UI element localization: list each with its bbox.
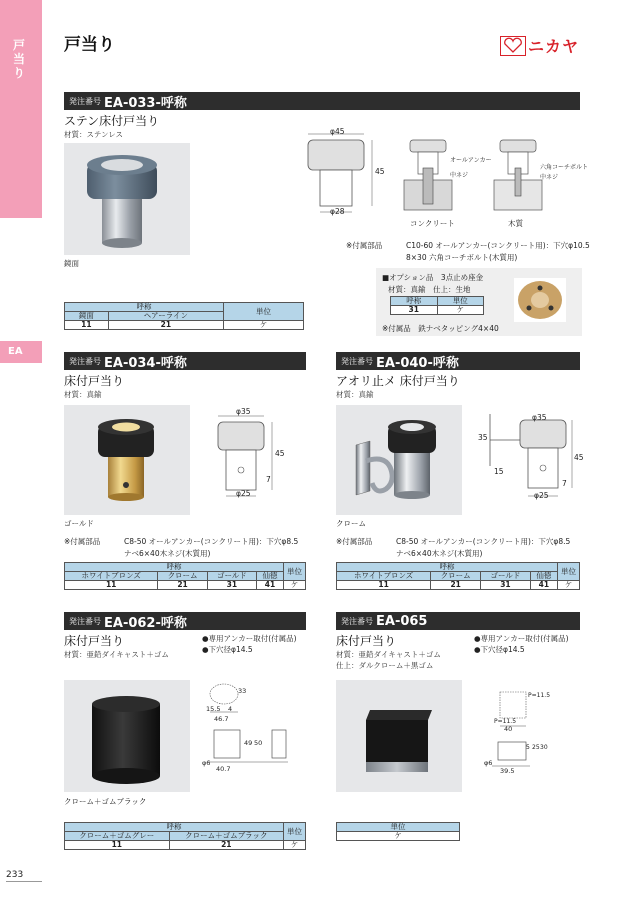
ea034-accessory-label: ※付属部品 [64, 537, 101, 546]
ea065-material-1: 材質：亜鉛ダイキャスト＋ゴム [336, 650, 441, 659]
ea062-header-bar [64, 612, 306, 630]
ea062-code: EA-062-呼称 [104, 615, 187, 631]
ea040-accessory-label: ※付属部品 [336, 537, 373, 546]
ea062-dim-w: 40.7 [216, 765, 231, 773]
ea065-dim-h2: 25 [532, 744, 540, 751]
option-unit: ケ [437, 306, 484, 315]
ea040-col-0: ホワイトブロンズ [337, 572, 431, 581]
ea062-col-1: クローム＋ゴムブラック [169, 832, 283, 841]
ea040-val-1: 21 [431, 581, 481, 590]
order-number-label: 発注番号 [69, 96, 101, 106]
ea033-table [64, 302, 304, 330]
side-category-tab[interactable] [0, 0, 42, 218]
ea040-accessory-2: ナベ6×40木ネジ(木質用) [396, 549, 483, 558]
washer-image [514, 278, 566, 322]
ea033-table-group: 呼称 [65, 303, 224, 312]
ea034-accessory-2: ナベ6×40木ネジ(木質用) [124, 549, 211, 558]
ea034-dim-top: φ35 [236, 407, 251, 416]
page-title: 戸当り [64, 35, 115, 55]
ea034-col-3: 仙徳 [257, 572, 284, 581]
ea040-val-0: 11 [337, 581, 431, 590]
ea065-product-image [336, 680, 462, 792]
ea034-product-image [64, 405, 190, 515]
ea033-header-bar [64, 92, 580, 110]
ea033-accessory-1: C10-60 オールアンカー(コンクリート用)：下穴φ10.5 [406, 241, 590, 250]
ea062-dim-d3: 4 [228, 705, 233, 713]
logo-text: ニカヤ [528, 37, 580, 56]
ea040-header-bar [336, 352, 580, 370]
ea062-product-name: 床付戸当り [64, 634, 125, 648]
ea034-dim-bot: φ25 [236, 489, 251, 498]
ea040-photo [336, 405, 462, 515]
ea034-col-2: ゴールド [207, 572, 256, 581]
ea062-dim-d2: 15.5 [206, 705, 221, 713]
ea062-dim-d4: 46.7 [214, 715, 229, 723]
ea034-table [64, 562, 306, 590]
ea040-val-2: 31 [481, 581, 531, 590]
ea065-dim-p1: P=11.5 [528, 692, 551, 699]
ea062-dim-h2: 50 [254, 739, 263, 747]
ea034-header-bar [64, 352, 306, 370]
heart-logo-icon [500, 36, 526, 56]
ea040-product-image [336, 405, 462, 515]
ea033-label-anchor: オールアンカー [450, 157, 492, 164]
ea034-val-0: 11 [65, 581, 158, 590]
ea033-label-screw: 中ネジ [450, 172, 469, 179]
ea033-val-1: 21 [108, 321, 223, 330]
ea034-unit: ケ [284, 581, 306, 590]
option-title: ■オプション品 3点止め座金 [382, 273, 484, 282]
ea040-col-1: クローム [431, 572, 481, 581]
ea034-table-group: 呼称 [65, 563, 284, 572]
ea033-col-1: ヘアーライン [108, 312, 223, 321]
option-col-name: 呼称 [391, 297, 438, 306]
option-note: ※付属品 鉄ナベタッピング4×40 [382, 324, 499, 333]
ea034-dim-height: 45 [275, 449, 285, 458]
ea065-feature-2: ●下穴径φ14.5 [474, 645, 525, 654]
ea040-material: 材質：真鍮 [336, 390, 374, 399]
ea065-product-name: 床付戸当り [336, 634, 397, 648]
ea040-table [336, 562, 580, 590]
ea034-val-1: 21 [158, 581, 207, 590]
ea065-material-2: 仕上：ダルクローム＋黒ゴム [336, 661, 434, 670]
ea065-dim-h1: 5 [526, 744, 530, 751]
ea040-caption: クローム [336, 519, 366, 528]
ea062-val-1: 21 [169, 841, 283, 850]
order-number-label: 発注番号 [341, 356, 373, 366]
ea033-photo [64, 143, 190, 255]
ea033-dim-top: φ45 [330, 127, 345, 136]
ea062-table [64, 822, 306, 850]
ea033-label-bolt: 六角コーチボルト [540, 164, 589, 171]
order-number-label: 発注番号 [341, 616, 373, 626]
ea040-dim-top: φ35 [532, 413, 547, 422]
ea034-val-2: 31 [207, 581, 256, 590]
ea062-table-group: 呼称 [65, 823, 284, 832]
ea034-material: 材質：真鍮 [64, 390, 102, 399]
ea033-install-concrete-drawing [404, 140, 456, 218]
ea065-feature-1: ●専用アンカー取付(付属品) [474, 634, 569, 643]
option-value: 31 [391, 306, 438, 315]
option-washer-photo [514, 278, 566, 322]
ea033-accessory-label: ※付属部品 [346, 241, 383, 250]
ea033-label-screw2: 中ネジ [540, 174, 559, 181]
ea062-feature-2: ●下穴径φ14.5 [202, 645, 253, 654]
ea062-dim-d6: φ6 [202, 759, 211, 767]
option-col-unit: 単位 [437, 297, 484, 306]
ea040-code: EA-040-呼称 [376, 355, 459, 371]
ea065-dim-h3: 30 [540, 744, 548, 751]
ea040-dim-bot: φ25 [534, 491, 549, 500]
ea033-dim-body: φ28 [330, 207, 345, 216]
order-number-label: 発注番号 [69, 356, 101, 366]
ea034-accessory-1: C8-50 オールアンカー(コンクリート用)：下穴φ8.5 [124, 537, 299, 546]
option-table [390, 296, 484, 315]
side-tab-label: 戸 当 り [12, 38, 25, 80]
ea034-dim-small: 7 [266, 475, 271, 484]
ea040-dim-height: 45 [574, 453, 584, 462]
ea062-dim-d1: 33 [238, 687, 247, 695]
ea033-accessory-2: 8×30 六角コーチボルト(木質用) [406, 253, 518, 262]
ea033-product-image [64, 143, 190, 255]
ea034-table-unit-header: 単位 [284, 563, 306, 581]
option-material: 材質：真鍮 仕上：生地 [388, 285, 471, 294]
ea065-unit: ケ [337, 832, 460, 841]
ea062-caption: クローム＋ゴムブラック [64, 797, 147, 806]
ea062-val-0: 11 [65, 841, 170, 850]
ea033-material: 材質：ステンレス [64, 130, 124, 139]
ea033-install-wood-drawing [494, 140, 546, 218]
ea034-photo [64, 405, 190, 515]
ea065-dim-p2: P=11.5 [494, 718, 517, 725]
ea062-table-unit-header: 単位 [284, 823, 306, 841]
ea065-table [336, 822, 460, 841]
page-number-rule [6, 881, 42, 882]
ea062-dim-h1: 49 [244, 739, 253, 747]
ea040-val-3: 41 [530, 581, 557, 590]
ea062-product-image [64, 680, 190, 792]
ea065-table-unit-header: 単位 [337, 823, 460, 832]
side-ea-tab[interactable]: EA [0, 341, 42, 363]
page-number: 233 [6, 870, 24, 880]
ea065-header-bar [336, 612, 580, 630]
ea033-col-0: 鏡面 [65, 312, 109, 321]
ea065-photo [336, 680, 462, 792]
ea034-caption: ゴールド [64, 519, 94, 528]
ea033-unit: ケ [224, 321, 304, 330]
ea062-material: 材質：亜鉛ダイキャスト＋ゴム [64, 650, 169, 659]
order-number-label: 発注番号 [69, 616, 101, 626]
ea040-col-2: ゴールド [481, 572, 531, 581]
ea040-table-group: 呼称 [337, 563, 558, 572]
ea040-dim-h2: 35 [478, 433, 488, 442]
ea040-accessory-1: C8-50 オールアンカー(コンクリート用)：下穴φ8.5 [396, 537, 571, 546]
ea033-label-wood: 木質 [508, 219, 523, 228]
ea033-table-unit-header: 単位 [224, 303, 304, 321]
ea040-dim-small: 7 [562, 479, 567, 488]
ea033-dim-height: 45 [375, 167, 385, 176]
ea033-label-concrete: コンクリート [410, 219, 455, 228]
ea065-dim-d6: φ6 [484, 759, 493, 767]
ea065-code: EA-065 [376, 613, 428, 629]
ea040-unit: ケ [558, 581, 580, 590]
ea062-feature-1: ●専用アンカー取付(付属品) [202, 634, 297, 643]
ea040-product-name: アオリ止メ 床付戸当り [336, 374, 460, 388]
ea033-val-0: 11 [65, 321, 109, 330]
ea040-col-3: 仙徳 [530, 572, 557, 581]
brand-logo [500, 34, 579, 57]
ea034-col-0: ホワイトブロンズ [65, 572, 158, 581]
ea033-product-name: ステン床付戸当り [64, 114, 160, 128]
ea034-product-name: 床付戸当り [64, 374, 125, 388]
ea033-caption: 鏡面 [64, 259, 79, 268]
ea065-dim-w: 40 [504, 725, 513, 733]
ea034-col-1: クローム [158, 572, 207, 581]
ea034-val-3: 41 [257, 581, 284, 590]
ea033-code: EA-033-呼称 [104, 95, 187, 111]
ea062-photo [64, 680, 190, 792]
ea034-code: EA-034-呼称 [104, 355, 187, 371]
ea062-col-0: クローム＋ゴムグレー [65, 832, 170, 841]
ea062-dimension-drawing [204, 678, 294, 778]
ea065-dim-w2: 39.5 [500, 767, 515, 775]
ea062-unit: ケ [284, 841, 306, 850]
ea040-table-unit-header: 単位 [558, 563, 580, 581]
ea040-dim-w: 15 [494, 467, 504, 476]
